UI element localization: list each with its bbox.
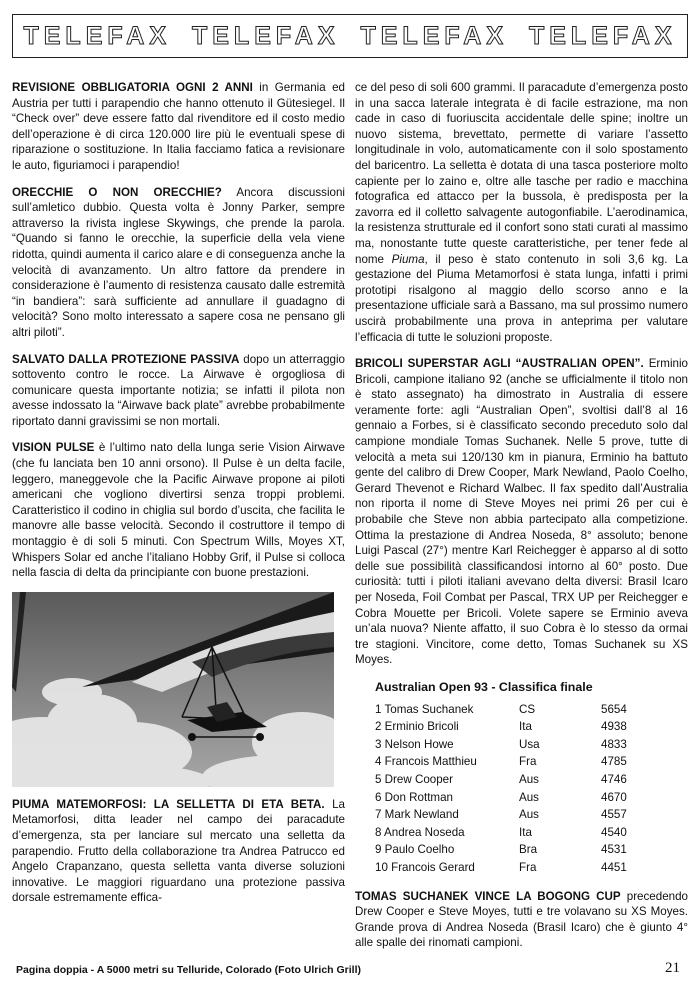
table-row (375, 753, 651, 771)
article-heading: PIUMA MATEMORFOSI: LA SELLETTA DI ETA BETA. (12, 797, 325, 811)
pilot-cell: 9 Paulo Coelho (375, 843, 455, 857)
article-body: La Metamorfosi, ditta leader nel campo dei paracadute d’emergenza, sta per lanciare sul mercato una selletta da parapendio. Frutto della collaborazione tra Andrea Patrucco ed Angelo Crapanzano, questa selletta vanta diverse soluzioni innovative. Le maggiori riguardano una protezione passiva dorsale estremamente effica- (12, 797, 345, 905)
italic-name: Piuma (391, 252, 425, 266)
article-heading: VISION PULSE (12, 441, 95, 455)
article-body: precedendo Drew Cooper e Steve Moyes, tutti e tre volavano su XS Moyes. Grande prova di Andrea Noseda (Brasil Icaro) che è giunto 4° alle spalle dei rinomati campioni. (355, 889, 688, 950)
pilot-cell: 4 Francois Matthieu (375, 755, 477, 769)
article-bogong (355, 889, 688, 951)
nation-cell: Aus (519, 808, 539, 822)
nation-cell: Fra (519, 755, 537, 769)
table-row (375, 806, 651, 824)
page-number: 21 (665, 960, 680, 976)
table-row (375, 736, 651, 754)
points-cell: 4531 (601, 843, 627, 857)
article-orecchie (12, 185, 345, 341)
pilot-cell: 1 Tomas Suchanek (375, 702, 474, 716)
nation-cell: Ita (519, 825, 532, 839)
article-body: ce del peso di soli 600 grammi. Il paracadute d’emergenza posto in una sacca laterale integrata è di facile estrazione, ma non cade in caso di fuoriuscita accidentale delle spine; inoltre un nuovo sistema, brevettato, permette di variare l’assetto longitudinale in volo, automaticamente con il solo spostamento del baricentro. La selletta è dotata di una tasca posteriore molto capiente per lo zaino e, oltre alle tasche per radio e macchina fotografica ed attacco per la bussola, è predisposta per la zavorra ed il colletto salvagente autogonfiabile. L’aerodinamica, la resistenza strutturale ed il confort sono stati curati al massimo ma, nonostante tutte queste caratteristiche, per tener fede al nome (355, 81, 688, 266)
points-cell: 4451 (601, 860, 627, 874)
article-revisione (12, 80, 345, 174)
points-cell: 4833 (601, 737, 627, 751)
nation-cell: Aus (519, 790, 539, 804)
article-body: è l’ultimo nato della lunga serie Vision Airwave (che fu lanciata ben 10 anni orsono). Il Pulse è un delta facile, leggero, maneggevole che la Pacific Airwave propone ai piloti americani che vogliono divertirsi senza troppi problemi. Caratteristico il codino in chiglia sul bordo d’uscita, che facilita le manovre alle basse velocità. Secondo il costruttore il tempo di montaggio è di soli 5 minuti. Con Spectrum Wills, Moyes XT, Whispers Solar ed anche l’italiano Hobby Grif, il Pulse si colloca nella fascia di delta da principiante con buone prestazioni. (12, 441, 345, 580)
article-piuma (12, 797, 345, 906)
nation-cell: Fra (519, 860, 537, 874)
table-row (375, 789, 651, 807)
article-body: Erminio Bricoli, campione italiano 92 (anche se ufficialmente il titolo non è stato assegnato) ha dimostrato in Australia di essere veramente forte: agli “Australian Open”, svoltisi dall’8 al 16 gennaio a Forbes, si è classificato secondo preceduto solo dal campione mondiale Tomas Suchanek. Nelle 5 prove, tutte di velocità a meta sui 120/130 km in pianura, Erminio ha battuto gente del calibro di Drew Cooper, Mark Newland, Paolo Coelho, Gerard Thevenot e Richard Walbec. Il fax spedito dall’Australia non riporta il nome di Steve Moyes nei primi 26 per cui è probabile che Steve non abbia partecipato alla competizione. Ottima la prestazione di Andrea Noseda, 8° assoluto; benone Luigi Pascal (27°) mentre Karl Reichegger è apparso al di sotto delle sue possibilità classificandosi intorno al 60° posto. Due curiosità: tutti i piloti italiani avevano delta diversi: Brasil Icaro per Noseda, Foil Combat per Pascal, TRX UP per Reichegger e Cobra Mouette per Bricoli. Volete sapere se Erminio aveva un’ala nuova? Niente affatto, il suo Cobra è lo stesso da ormai tre stagioni. Vincitore, come detto, Tomas Suchanek su XS Moyes. (355, 357, 688, 667)
table-row (375, 718, 651, 736)
pilot-cell: 10 Francois Gerard (375, 860, 475, 874)
article-heading: SALVATO DALLA PROTEZIONE PASSIVA (12, 352, 240, 366)
points-cell: 4746 (601, 772, 627, 786)
article-vision-pulse (12, 440, 345, 580)
table-row (375, 841, 651, 859)
article-body: , il peso è stato contenuto in soli 3,6 kg. La gestazione del Piuma Metamorfosi è stata lunga, infatti i primi prototipi risalgono al maggio dello scorso anno e la presentazione ufficiale sarà a Bassano, ma sul prossimo numero uscirà probabilmente una prova in anteprima per valutare l’efficacia di tutte le soluzioni proposte. (355, 252, 688, 344)
points-cell: 4557 (601, 808, 627, 822)
hang-glider-photo (12, 592, 334, 787)
nation-cell: Bra (519, 843, 538, 857)
left-column (12, 80, 345, 917)
pilot-cell: 8 Andrea Noseda (375, 825, 465, 839)
article-heading: REVISIONE OBBLIGATORIA OGNI 2 ANNI (12, 81, 253, 94)
pilot-cell: 3 Nelson Howe (375, 737, 454, 751)
article-heading: TOMAS SUCHANEK VINCE LA BOGONG CUP (355, 889, 621, 903)
points-cell: 5654 (601, 702, 627, 716)
article-body: in Germania ed Austria per tutti i parapendio che hanno ottenuto il Gütesiegel. Il “Check over” deve essere fatto dal rivenditore ed il costo medio dell’operazione è di circa 120.000 lire più le eventuali spese di riparazione o sostituzione. In Italia facciamo fatica a revisionare le auto, figuriamoci i parapendio! (12, 81, 345, 172)
table-row (375, 859, 651, 877)
pilot-cell: 2 Erminio Bricoli (375, 720, 459, 734)
table-row (375, 701, 651, 719)
article-salvato (12, 352, 345, 430)
table-row (375, 824, 651, 842)
nation-cell: Ita (519, 720, 532, 734)
ranking-title: Australian Open 93 - Classifica finale (375, 679, 593, 694)
pilot-cell: 6 Don Rottman (375, 790, 453, 804)
ranking-table (375, 680, 651, 877)
points-cell: 4785 (601, 755, 627, 769)
masthead-word: TELEFAX (360, 21, 508, 50)
masthead-word: TELEFAX (528, 21, 677, 50)
points-cell: 4670 (601, 790, 627, 804)
article-bricoli (355, 356, 688, 668)
table-row (375, 771, 651, 789)
pilot-cell: 7 Mark Newland (375, 808, 459, 822)
article-heading: ORECCHIE O NON ORECCHIE? (12, 185, 222, 199)
article-heading: BRICOLI SUPERSTAR AGLI “AUSTRALIAN OPEN”. (355, 357, 644, 371)
nation-cell: Aus (519, 772, 539, 786)
masthead-word: TELEFAX (191, 21, 340, 50)
article-body: dopo un atterraggio sottovento contro le rocce. La Airwave è orgogliosa di comunicare questa importante notizia; se infatti il pilota non avesse indossato la “Airwave back plate” avrebbe probabilmente riportato danni gravissimi se non mortali. (12, 352, 345, 428)
nation-cell: Usa (519, 737, 540, 751)
photo-caption: Pagina doppia - A 5000 metri su Telluride, Colorado (Foto Ulrich Grill) (16, 964, 361, 976)
pilot-cell: 5 Drew Cooper (375, 772, 453, 786)
telefax-masthead (12, 14, 688, 58)
points-cell: 4540 (601, 825, 627, 839)
points-cell: 4938 (601, 720, 627, 734)
masthead-word: TELEFAX (23, 21, 171, 50)
right-column (355, 80, 688, 962)
article-piuma-continued (355, 80, 688, 345)
article-body: Ancora discussioni sull’amletico dubbio. Questa volta è Jonny Parker, sempre attraverso la rivista inglese Skywings, che prende la parola. “Quando si fanno le orecchie, la superficie della vela viene ridotta, quindi aumenta il carico alare e di conseguenza anche la velocità di avanzamento. Un altro fattore da prendere in considerazione è l’aumento di resistenza causato dalle estremità “in bandiera”: sarà sufficiente ad annullare il guadagno di velocità? Sono molto interessato a sapere cosa ne pensano gli altri piloti”. (12, 185, 346, 339)
nation-cell: CS (519, 702, 536, 716)
